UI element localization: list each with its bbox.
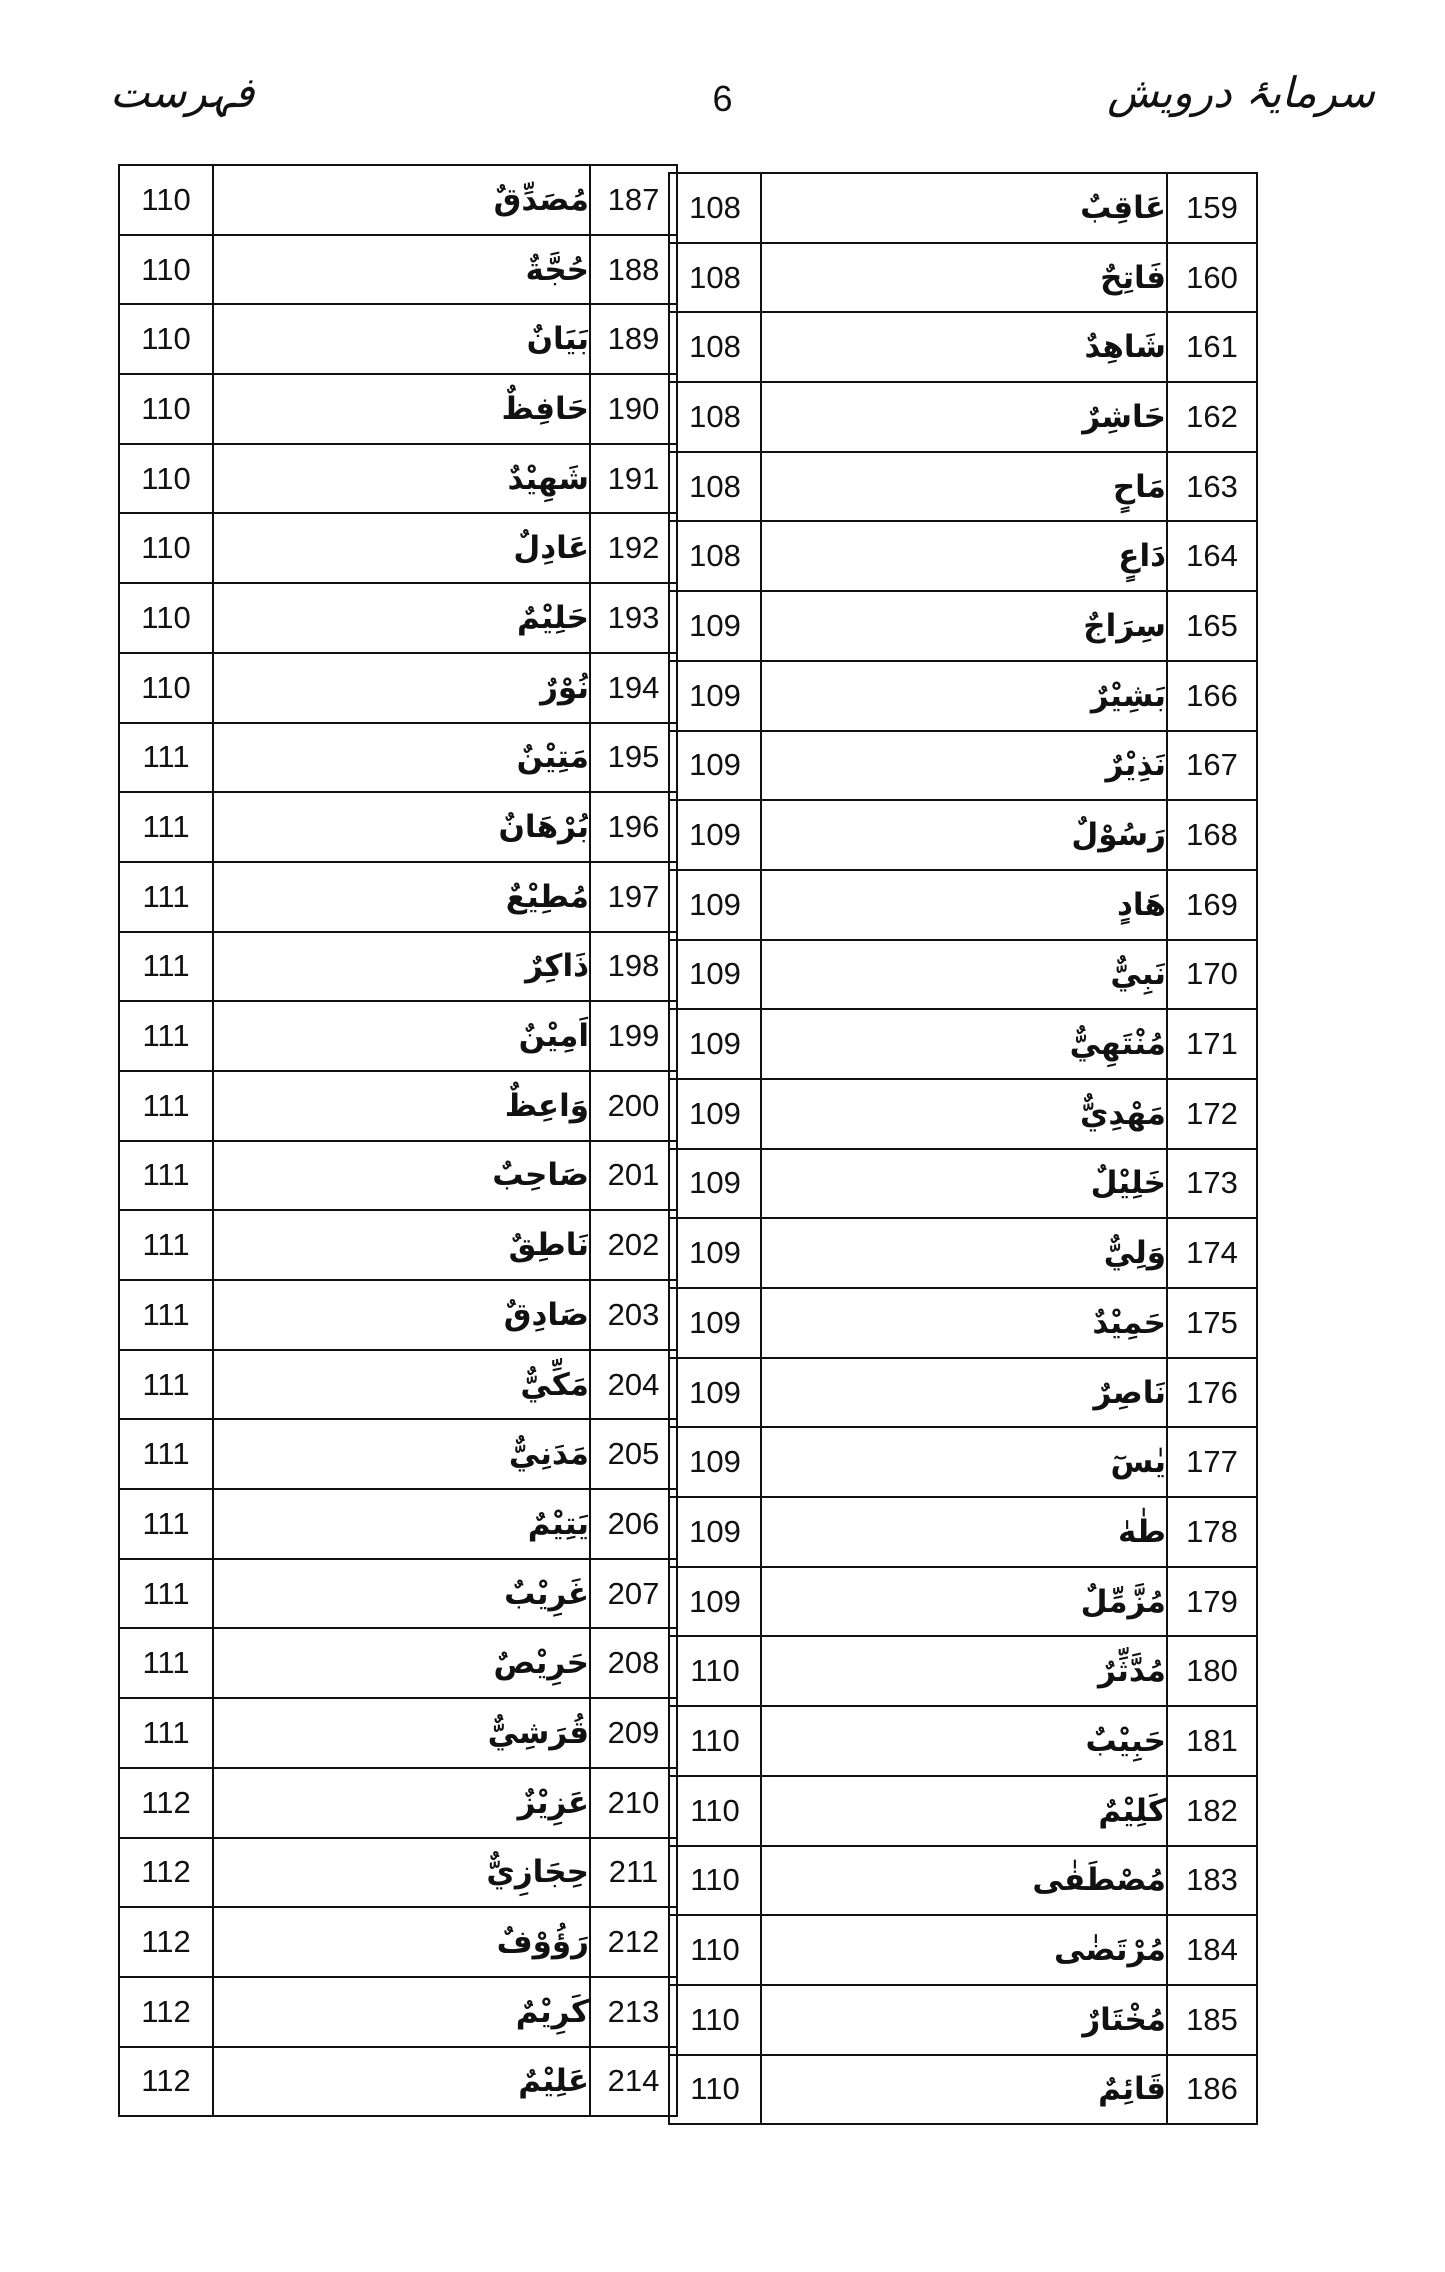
serial-number: 212 [590,1907,677,1977]
serial-number: 163 [1167,452,1257,522]
table-row [669,1915,1257,1985]
page-ref: 110 [119,653,213,723]
page-ref: 111 [119,1559,213,1629]
serial-number: 193 [590,583,677,653]
name-entry: مُنْتَهِيٌّ [761,1009,1167,1079]
serial-number: 205 [590,1419,677,1489]
serial-number: 201 [590,1141,677,1211]
serial-number: 202 [590,1210,677,1280]
page-ref: 110 [119,444,213,514]
page-ref: 110 [119,513,213,583]
name-entry: يٰسٓ [761,1427,1167,1497]
table-row [669,1149,1257,1219]
serial-number: 170 [1167,940,1257,1010]
page-ref: 108 [669,312,761,382]
serial-number: 159 [1167,173,1257,243]
name-entry: فَاتِحٌ [761,243,1167,313]
name-entry: قَائِمٌ [761,2055,1167,2125]
page-ref: 111 [119,1001,213,1071]
table-row [119,1768,677,1838]
serial-number: 192 [590,513,677,583]
name-entry: مُزَّمِّلٌ [761,1567,1167,1637]
table-row [119,1489,677,1559]
table-row [119,653,677,723]
name-entry: حَرِيْصٌ [213,1628,590,1698]
page-ref: 111 [119,1071,213,1141]
table-row [669,1427,1257,1497]
name-entry: رَسُوْلٌ [761,800,1167,870]
serial-number: 169 [1167,870,1257,940]
serial-number: 179 [1167,1567,1257,1637]
serial-number: 196 [590,792,677,862]
index-table-left [118,164,678,2117]
serial-number: 162 [1167,382,1257,452]
serial-number: 175 [1167,1288,1257,1358]
name-entry: طٰهٰ [761,1497,1167,1567]
serial-number: 182 [1167,1776,1257,1846]
table-row [669,1776,1257,1846]
page-ref: 112 [119,1768,213,1838]
table-row [119,1907,677,1977]
page-ref: 108 [669,452,761,522]
serial-number: 180 [1167,1636,1257,1706]
page-ref: 110 [119,583,213,653]
name-entry: مَهْدِيٌّ [761,1079,1167,1149]
serial-number: 207 [590,1559,677,1629]
page-ref: 108 [669,521,761,591]
name-entry: مَاحٍ [761,452,1167,522]
name-entry: مَكِّيٌّ [213,1350,590,1420]
table-row [119,513,677,583]
serial-number: 181 [1167,1706,1257,1776]
name-entry: صَاحِبٌ [213,1141,590,1211]
serial-number: 199 [590,1001,677,1071]
serial-number: 166 [1167,661,1257,731]
table-row [119,932,677,1002]
book-title: سرمایۂ درویش [1107,68,1375,117]
page-ref: 111 [119,1419,213,1489]
name-entry: نَبِيٌّ [761,940,1167,1010]
name-entry: خَلِيْلٌ [761,1149,1167,1219]
table-row [669,243,1257,313]
page-ref: 110 [669,2055,761,2125]
table-row [669,173,1257,243]
page-ref: 111 [119,723,213,793]
table-row [119,1071,677,1141]
table-row [119,374,677,444]
page-ref: 110 [669,1776,761,1846]
table-row [669,1358,1257,1428]
table-row [119,304,677,374]
page-ref: 112 [119,1977,213,2047]
serial-number: 211 [590,1838,677,1908]
serial-number: 189 [590,304,677,374]
name-entry: وَلِيٌّ [761,1218,1167,1288]
name-entry: رَؤُوْفٌ [213,1907,590,1977]
page-number: 6 [712,78,733,119]
name-entry: عَزِيْزٌ [213,1768,590,1838]
table-row [119,1838,677,1908]
page-ref: 110 [119,235,213,305]
name-entry: بَيَانٌ [213,304,590,374]
serial-number: 160 [1167,243,1257,313]
serial-number: 198 [590,932,677,1002]
serial-number: 173 [1167,1149,1257,1219]
table-row [669,1009,1257,1079]
name-entry: مُدَّثِّرٌ [761,1636,1167,1706]
table-row [119,862,677,932]
name-entry: نَذِيْرٌ [761,731,1167,801]
page-ref: 109 [669,940,761,1010]
name-entry: صَادِقٌ [213,1280,590,1350]
name-entry: مُصْطَفٰى [761,1846,1167,1916]
name-entry: شَاهِدٌ [761,312,1167,382]
name-entry: حَبِيْبٌ [761,1706,1167,1776]
table-row [119,1141,677,1211]
table-row [669,1846,1257,1916]
name-entry: كَلِيْمٌ [761,1776,1167,1846]
name-entry: حَافِظٌ [213,374,590,444]
serial-number: 161 [1167,312,1257,382]
name-entry: مُطِيْعٌ [213,862,590,932]
serial-number: 213 [590,1977,677,2047]
serial-number: 184 [1167,1915,1257,1985]
serial-number: 214 [590,2047,677,2117]
page-ref: 109 [669,1288,761,1358]
name-entry: حَلِيْمٌ [213,583,590,653]
page-ref: 111 [119,1350,213,1420]
table-row [669,521,1257,591]
page-ref: 109 [669,1218,761,1288]
name-entry: يَتِيْمٌ [213,1489,590,1559]
page-ref: 109 [669,870,761,940]
serial-number: 167 [1167,731,1257,801]
serial-number: 176 [1167,1358,1257,1428]
table-row [119,583,677,653]
serial-number: 178 [1167,1497,1257,1567]
table-row [669,1636,1257,1706]
page-ref: 110 [119,374,213,444]
table-row [669,731,1257,801]
serial-number: 206 [590,1489,677,1559]
serial-number: 171 [1167,1009,1257,1079]
name-entry: حِجَازِيٌّ [213,1838,590,1908]
page-ref: 109 [669,731,761,801]
serial-number: 204 [590,1350,677,1420]
serial-number: 174 [1167,1218,1257,1288]
name-entry: مُخْتَارٌ [761,1985,1167,2055]
page-ref: 109 [669,661,761,731]
table-row [119,1977,677,2047]
page-ref: 110 [669,1706,761,1776]
page-ref: 109 [669,1149,761,1219]
page-ref: 112 [119,1907,213,1977]
page-ref: 110 [669,1915,761,1985]
table-row [119,2047,677,2117]
name-entry: بَشِيْرٌ [761,661,1167,731]
name-entry: ذَاكِرٌ [213,932,590,1002]
table-row [119,723,677,793]
table-row [669,382,1257,452]
index-table-right [668,172,1258,2125]
name-entry: مُرْتَضٰى [761,1915,1167,1985]
name-entry: مَتِيْنٌ [213,723,590,793]
serial-number: 164 [1167,521,1257,591]
table-row [669,1706,1257,1776]
page-ref: 111 [119,1141,213,1211]
page-ref: 112 [119,2047,213,2117]
table-row [669,1567,1257,1637]
page-ref: 111 [119,1698,213,1768]
name-entry: حَمِيْدٌ [761,1288,1167,1358]
name-entry: سِرَاجٌ [761,591,1167,661]
page-ref: 109 [669,1358,761,1428]
name-entry: هَادٍ [761,870,1167,940]
page-ref: 111 [119,792,213,862]
table-row [669,870,1257,940]
serial-number: 197 [590,862,677,932]
table-row [119,235,677,305]
table-row [119,165,677,235]
page-ref: 110 [119,304,213,374]
page-ref: 111 [119,1210,213,1280]
serial-number: 168 [1167,800,1257,870]
table-row [119,444,677,514]
page-ref: 110 [669,1985,761,2055]
name-entry: نُوْرٌ [213,653,590,723]
table-row [669,1985,1257,2055]
page-ref: 110 [669,1636,761,1706]
name-entry: شَهِيْدٌ [213,444,590,514]
table-row [669,1288,1257,1358]
table-row [669,1497,1257,1567]
page-ref: 108 [669,382,761,452]
name-entry: دَاعٍ [761,521,1167,591]
serial-number: 195 [590,723,677,793]
name-entry: بُرْهَانٌ [213,792,590,862]
table-row [669,452,1257,522]
serial-number: 191 [590,444,677,514]
name-entry: مُصَدِّقٌ [213,165,590,235]
table-row [669,591,1257,661]
name-entry: كَرِيْمٌ [213,1977,590,2047]
table-row [669,800,1257,870]
serial-number: 208 [590,1628,677,1698]
table-row [669,1079,1257,1149]
name-entry: وَاعِظٌ [213,1071,590,1141]
serial-number: 165 [1167,591,1257,661]
table-row [119,1559,677,1629]
serial-number: 177 [1167,1427,1257,1497]
name-entry: حُجَّةٌ [213,235,590,305]
serial-number: 185 [1167,1985,1257,2055]
page-ref: 110 [119,165,213,235]
table-row [119,1280,677,1350]
serial-number: 200 [590,1071,677,1141]
serial-number: 188 [590,235,677,305]
table-row [669,2055,1257,2125]
name-entry: مَدَنِيٌّ [213,1419,590,1489]
serial-number: 172 [1167,1079,1257,1149]
name-entry: حَاشِرٌ [761,382,1167,452]
name-entry: اَمِيْنٌ [213,1001,590,1071]
page-ref: 111 [119,1489,213,1559]
serial-number: 190 [590,374,677,444]
page-ref: 110 [669,1846,761,1916]
table-row [119,1210,677,1280]
name-entry: غَرِيْبٌ [213,1559,590,1629]
table-row [119,1350,677,1420]
table-row [119,1628,677,1698]
page-ref: 109 [669,1427,761,1497]
table-row [669,940,1257,1010]
serial-number: 194 [590,653,677,723]
table-row [119,792,677,862]
page-ref: 109 [669,1009,761,1079]
table-row [119,1001,677,1071]
serial-number: 203 [590,1280,677,1350]
page-ref: 112 [119,1838,213,1908]
name-entry: نَاصِرٌ [761,1358,1167,1428]
page-ref: 111 [119,932,213,1002]
page-ref: 109 [669,591,761,661]
page-ref: 109 [669,1567,761,1637]
page-ref: 111 [119,1628,213,1698]
serial-number: 183 [1167,1846,1257,1916]
serial-number: 187 [590,165,677,235]
name-entry: عَاقِبٌ [761,173,1167,243]
name-entry: عَلِيْمٌ [213,2047,590,2117]
page-ref: 108 [669,173,761,243]
page-ref: 109 [669,1079,761,1149]
table-row [119,1419,677,1489]
serial-number: 209 [590,1698,677,1768]
serial-number: 186 [1167,2055,1257,2125]
page-ref: 109 [669,1497,761,1567]
table-row [669,1218,1257,1288]
page-ref: 109 [669,800,761,870]
table-row [669,312,1257,382]
page-ref: 108 [669,243,761,313]
table-row [669,661,1257,731]
name-entry: عَادِلٌ [213,513,590,583]
page-ref: 111 [119,862,213,932]
table-row [119,1698,677,1768]
section-title: فہرست [110,68,255,117]
page-ref: 111 [119,1280,213,1350]
name-entry: نَاطِقٌ [213,1210,590,1280]
serial-number: 210 [590,1768,677,1838]
name-entry: قُرَشِيٌّ [213,1698,590,1768]
